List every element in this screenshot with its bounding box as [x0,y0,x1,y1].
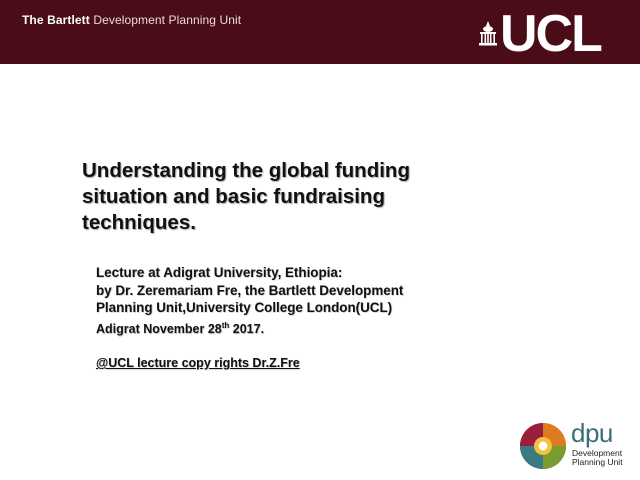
dpu-wordmark: dpu [571,418,613,448]
portico-icon [478,20,498,48]
lecture-details [96,264,516,338]
dpu-logo [519,420,634,472]
dpu-sub-line2: Planning Unit [572,457,623,467]
lecture-date [96,317,516,339]
dpu-circle-icon [519,422,567,470]
dpu-sub-line1: Development [572,448,623,458]
copyright-notice: @UCL lecture copy rights Dr.Z.Fre [96,356,300,370]
header-title [22,13,241,27]
dpu-subtitle [572,449,640,467]
bartlett-label: The Bartlett [22,13,90,27]
lecture-speaker: by Dr. Zeremariam Fre, the Bartlett Development [96,282,404,298]
date-prefix: Adigrat November 28 [96,321,222,336]
unit-name-label: Development Planning Unit [93,13,242,27]
ucl-logo [478,5,628,64]
ucl-wordmark: UCL [500,5,601,63]
header-bar [0,0,640,64]
lecture-affiliation: Planning Unit,University College London(UCL) [96,300,393,315]
slide-title: Understanding the global funding situation and basic fundraising techniques. [82,159,410,234]
date-ordinal: th [221,320,230,330]
lecture-venue: Lecture at Adigrat University, Ethiopia: [96,265,343,280]
date-year: 2017. [229,321,265,336]
